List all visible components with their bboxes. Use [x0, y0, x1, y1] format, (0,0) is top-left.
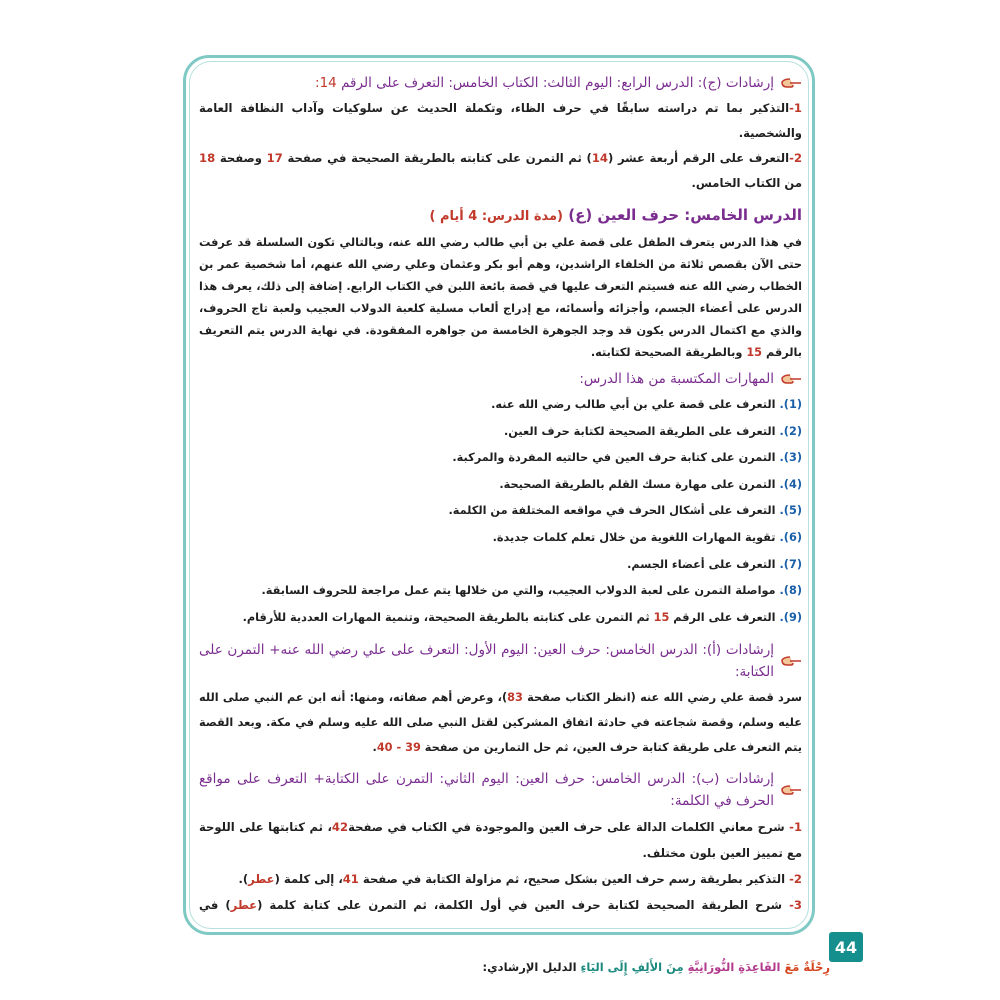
pointing-hand-icon — [780, 654, 802, 668]
skill-item: (8). مواصلة التمرن على لعبة الدولاب العجيب، والتي من خلالها يتم عمل مراجعة للحروف السابقة. — [261, 584, 802, 598]
skill-item: (4). التمرن على مهارة مسك القلم بالطريقة الصحيحة. — [499, 477, 802, 491]
skills-heading: المهارات المكتسبة من هذا الدرس: — [199, 368, 802, 390]
section-b-item-1: 1- شرح معاني الكلمات الدالة على حرف العين والموجودة في الكتاب في صفحة42، ثم كتابتها على اللوحة مع تمييز العين بلون مختلف. — [199, 820, 802, 861]
skill-item: (5). التعرف على أشكال الحرف في مواقعه المختلفة من الكلمة. — [448, 504, 802, 518]
skill-item: (7). التعرف على أعضاء الجسم. — [627, 557, 802, 571]
section-b-item-2: 2- التذكير بطريقة رسم حرف العين بشكل صحيح، ثم مزاولة الكتابة في صفحة 41، إلى كلمة (عطر). — [238, 872, 802, 887]
lesson-title: الدرس الخامس: حرف العين (ع) (مدة الدرس: 4 أيام ) — [429, 206, 802, 224]
footer-title: رِحْلَةٌ مَعَ القَاعِدَةِ النُّورَانِيَّةِ مِنَ الأَلِفِ إِلَى اليَاءِ الدليل الإرشادي: — [482, 960, 830, 974]
section-c-heading — [199, 72, 802, 94]
skill-item: (9). التعرف على الرقم 15 ثم التمرن على كتابته بالطريقة الصحيحة، وتنمية المهارات العددية للأرقام. — [242, 610, 802, 624]
skill-item: (2). التعرف على الطريقة الصحيحة لكتابة حرف العين. — [503, 424, 802, 438]
section-c-item-1: 1-التذكير بما تم دراسته سابقًا في حرف الظاء، وتكملة الحديث عن سلوكيات وآداب النظافة العامة والشخصية. — [199, 101, 802, 140]
skills-list — [199, 392, 802, 631]
section-c-title: إرشادات (ج): الدرس الرابع: اليوم الثالث: الكتاب الخامس: التعرف على الرقم 14: — [315, 75, 774, 91]
pointing-hand-icon — [780, 76, 802, 90]
pointing-hand-icon — [780, 372, 802, 386]
section-a-text: سرد قصة علي رضي الله عنه (انظر الكتاب صفحة 83)، وعرض أهم صفاته، ومنها: أنه ابن عم النبي صلى الله عليه وسلم، وقصة شجاعته في حادثة اتفاق المشركين لقتل النبي صلى الله عليه وسلم في مكة. وبعد القصة يتم التعرف على طريقة كتابة حرف العين، ثم حل التمارين من صفحة 39 - 40. — [199, 691, 802, 755]
lesson-intro: في هذا الدرس يتعرف الطفل على قصة علي بن أبي طالب رضي الله عنه، وبالتالي تكون السلسلة قد عرفت حتى الآن بقصص ثلاثة من الخلفاء الراشدين، وهم أبو بكر وعثمان وعلي رضي الله عنهم، أما شخصية عمر بن الخطاب رضي الله عنه فسيتم التعرف عليها في قصة بائعة اللبن في الكتاب الرابع. إضافة إلى ذلك، يعرف هذا الدرس على أعضاء الجسم، وأجزائه وأسمائه، مع إدراج ألعاب مسلية كلعبة الدولاب العجيب ولعبة تاج الحروف، والذي مع اكتمال الدرس يكون قد وجد الجوهرة الخامسة من جواهره المفقودة. في نهاية الدرس يتم التعريف بالرقم 15 وبالطريقة الصحيحة لكتابته. — [199, 236, 802, 359]
skill-item: (3). التمرن على كتابة حرف العين في حالتيه المفردة والمركبة. — [452, 451, 802, 465]
section-a-heading: إرشادات (أ): الدرس الخامس: حرف العين: اليوم الأول: التعرف على علي رضي الله عنه+ التمرن على الكتابة: — [199, 639, 802, 683]
guide-content — [199, 68, 802, 923]
pointing-hand-icon — [780, 783, 802, 797]
section-b-item-3: 3- شرح الطريقة الصحيحة لكتابة حرف العين في أول الكلمة، ثم التمرن على كتابة كلمة (عطر) في — [199, 898, 802, 913]
section-c-item-2: 2-التعرف على الرقم أربعة عشر (14) ثم التمرن على كتابته بالطريقة الصحيحة في صفحة 17 وصفحة 18 من الكتاب الخامس. — [199, 151, 802, 190]
section-b-heading: إرشادات (ب): الدرس الخامس: حرف العين: اليوم الثاني: التمرن على الكتابة+ التعرف على مواقع الحرف في الكلمة: — [199, 768, 802, 812]
skill-item: (1). التعرف على قصة علي بن أبي طالب رضي الله عنه. — [491, 398, 802, 411]
page-number: 44 — [829, 932, 863, 962]
skill-item: (6). تقوية المهارات اللغوية من خلال تعلم كلمات جديدة. — [492, 530, 802, 544]
